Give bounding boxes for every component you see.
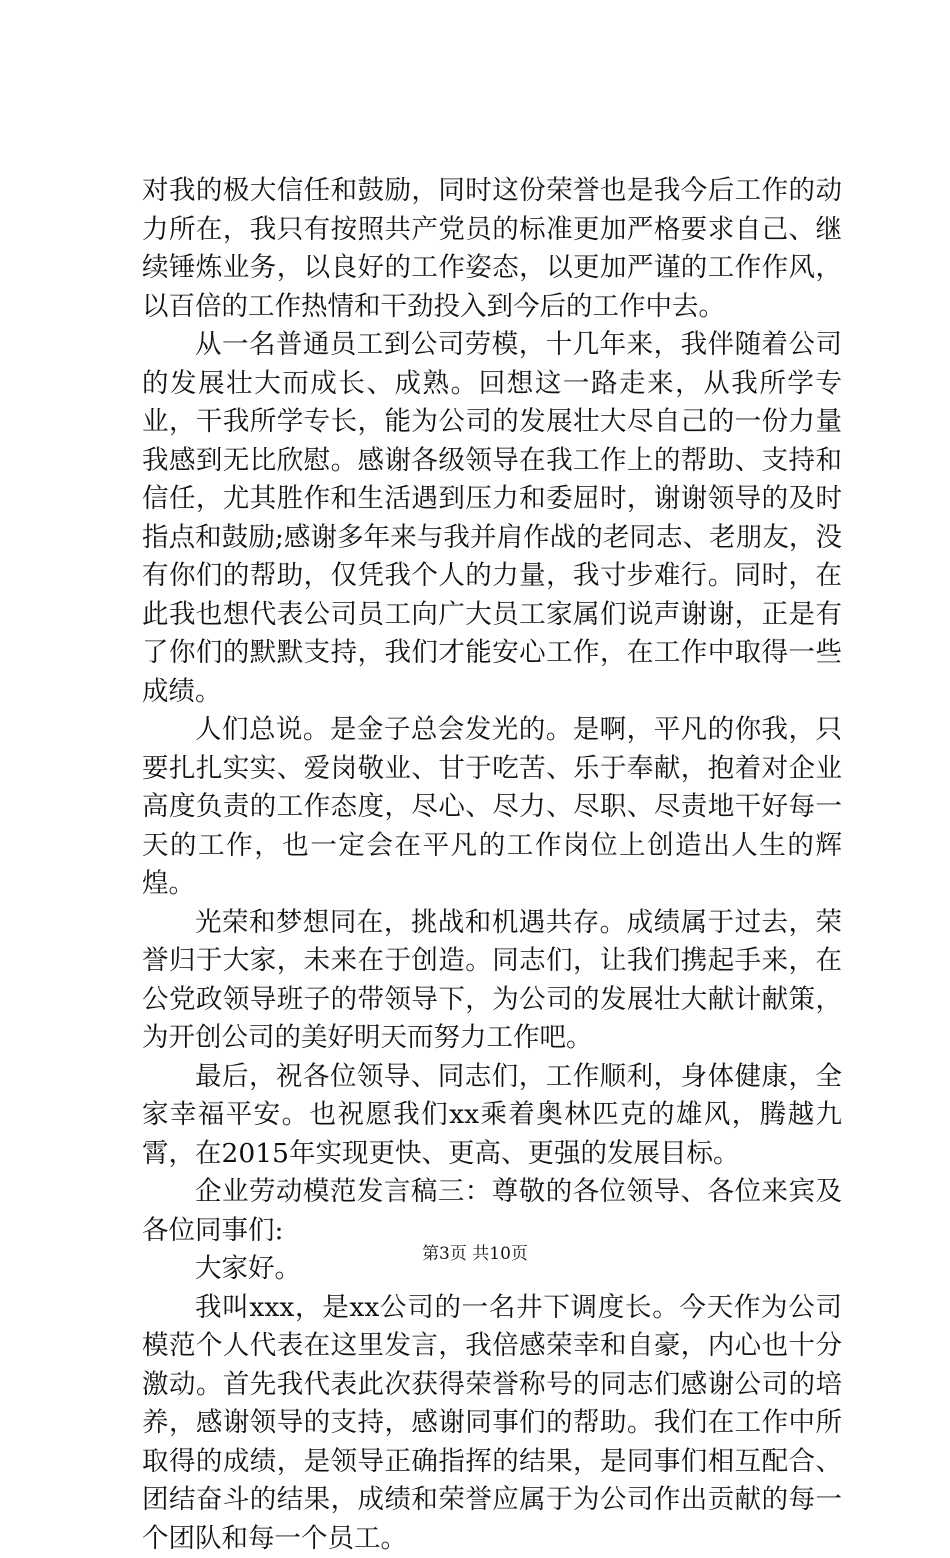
greeting-paragraph: 大家好。: [142, 1250, 842, 1289]
paragraph: 光荣和梦想同在，挑战和机遇共存。成绩属于过去，荣誉归于大家，未来在于创造。同志们，让我们携起手来，在公党政领导班子的带领导下，为公司的发展壮大献计献策，为开创公司的美好明天而努力工作吧。: [142, 904, 842, 1058]
paragraph-continued: 对我的极大信任和鼓励，同时这份荣誉也是我今后工作的动力所在，我只有按照共产党员的标准更加严格要求自己、继续锤炼业务，以良好的工作姿态，以更加严谨的工作作风，以百倍的工作热情和干劲投入到今后的工作中去。: [142, 172, 842, 326]
paragraph: 我叫xxx，是xx公司的一名井下调度长。今天作为公司模范个人代表在这里发言，我倍感荣幸和自豪，内心也十分激动。首先我代表此次获得荣誉称号的同志们感谢公司的培养，感谢领导的支持，感谢同事们的帮助。我们在工作中所取得的成绩，是领导正确指挥的结果，是同事们相互配合、团结奋斗的结果，成绩和荣誉应属于为公司作出贡献的每一个团队和每一个员工。: [142, 1289, 842, 1558]
page-footer: 第3页 共10页: [0, 1243, 950, 1265]
paragraph: 最后，祝各位领导、同志们，工作顺利，身体健康，全家幸福平安。也祝愿我们xx乘着奥林匹克的雄风，腾越九霄，在2015年实现更快、更高、更强的发展目标。: [142, 1058, 842, 1174]
paragraph: 从一名普通员工到公司劳模，十几年来，我伴随着公司的发展壮大而成长、成熟。回想这一路走来，从我所学专业，干我所学专长，能为公司的发展壮大尽自己的一份力量我感到无比欣慰。感谢各级领导在我工作上的帮助、支持和信任，尤其胜作和生活遇到压力和委屈时，谢谢领导的及时指点和鼓励;感谢多年来与我并肩作战的老同志、老朋友，没有你们的帮助，仅凭我个人的力量，我寸步难行。同时，在此我也想代表公司员工向广大员工家属们说声谢谢，正是有了你们的默默支持，我们才能安心工作，在工作中取得一些成绩。: [142, 326, 842, 711]
paragraph: 人们总说。是金子总会发光的。是啊，平凡的你我，只要扎扎实实、爱岗敬业、甘于吃苦、乐于奉献，抱着对企业高度负责的工作态度，尽心、尽力、尽职、尽责地干好每一天的工作，也一定会在平凡的工作岗位上创造出人生的辉煌。: [142, 711, 842, 904]
section-heading-paragraph: 企业劳动模范发言稿三：尊敬的各位领导、各位来宾及各位同事们:: [142, 1173, 842, 1250]
document-body: [142, 172, 842, 1558]
